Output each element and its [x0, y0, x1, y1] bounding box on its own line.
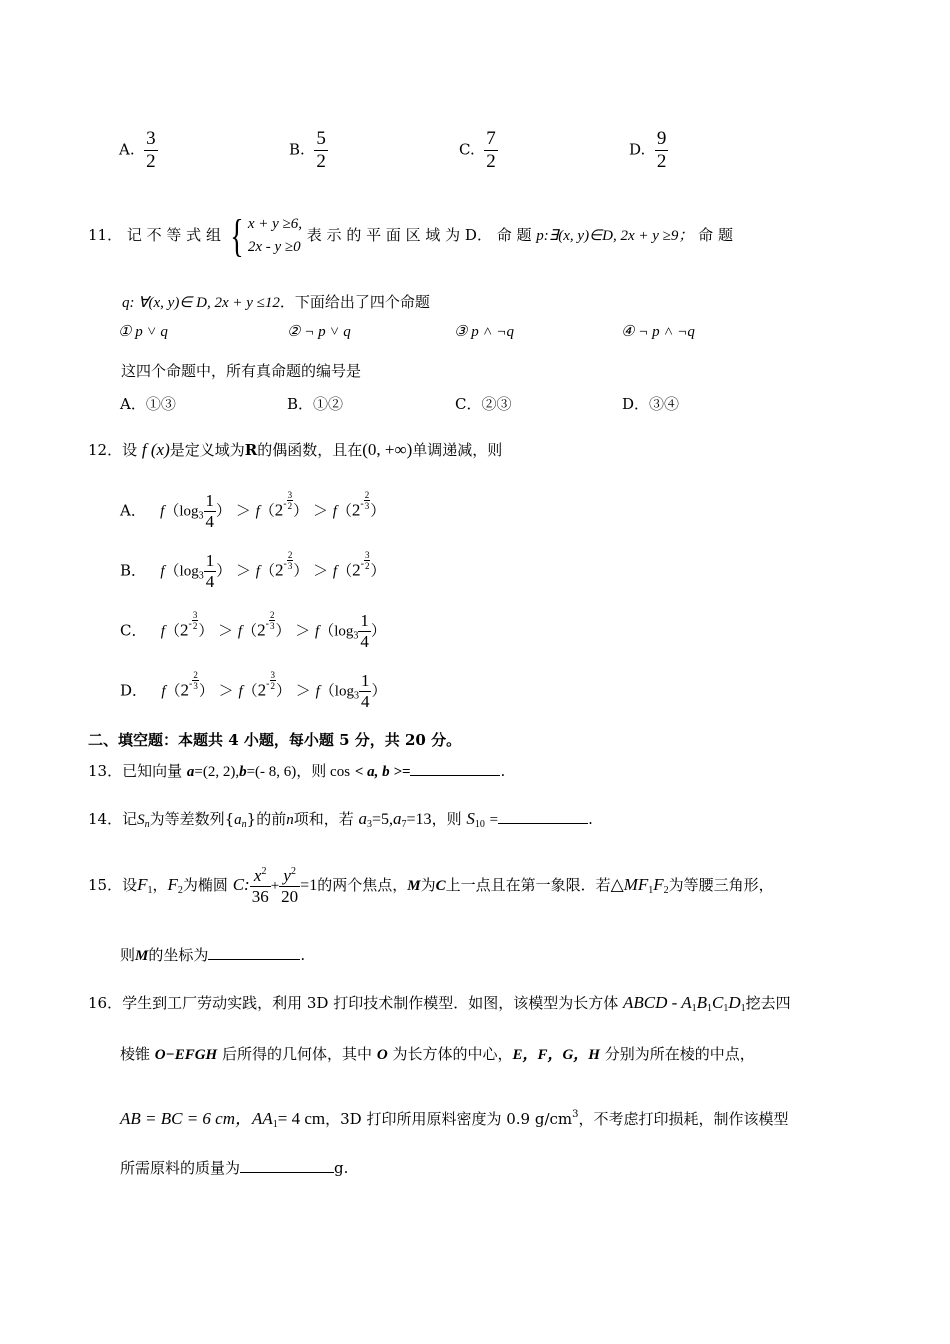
- q11-prop-3: ③ p ˄ ¬q: [454, 324, 514, 340]
- q12-option-b: B． $f(\log_3$ $\frac{1}{4}$ ） ＞ f（2- $\frac{2}{3}$ ） ＞ f（2- $\frac{3}{2}$ ）: [120, 550, 386, 591]
- q11-prop-4: ④ ¬ p ˄ ¬q: [621, 324, 695, 340]
- q12-option-a: A． $f(\log_3$ $\frac{1}{4}$ ） ＞ f（2- $\frac{3}{2}$ ） ＞ f（2- $\frac{2}{3}$ ）: [120, 490, 386, 531]
- q11-line2: q: ∀(x, y)∈ D, 2x + y ≤12．下面给出了四个命题: [122, 293, 430, 311]
- answer-blank: [498, 823, 588, 824]
- q11-line1: 11． 记 不 等 式 组 { x + y ≥6, 2x - y ≥0 表 示 的 平 面 区 域 为 D． 命 题 p:∃(x, y)∈D, 2x + y ≥9； 命 题: [88, 210, 733, 261]
- brace-icon: {: [230, 210, 244, 261]
- q10-option-b: B. $\frac{5}{2}$: [289, 128, 326, 172]
- q13: 13．已知向量 a=(2, 2),b=(- 8, 6)，则 cos < a, b >= .: [88, 762, 506, 780]
- q16-line4: 所需原料的质量为 g.: [120, 1159, 349, 1177]
- q15-line1: 15．设$F_1$，$F_2$为椭圆 C: $\frac{x^2}{36}$ + $\frac{y^2}{20}$ =1的两个焦点，M为C上一点且在第一象限．若$\triangle MF_1F_2$为等腰三角形，: [88, 866, 774, 906]
- q11-choice-c: C．②③: [455, 395, 512, 413]
- q12-stem: 12．设 f (x)是定义域为R的偶函数，且在(0, +∞)单调递减，则: [88, 440, 503, 459]
- q16-line3: AB = BC = 6 cm，$AA_1= 4$ cm，3D 打印所用原料密度为 0.9 $g/cm^3$，不考虑打印损耗，制作该模型: [120, 1109, 789, 1130]
- fraction: $\frac{7}{2}$: [486, 128, 496, 172]
- q12-option-c: C． f（2- $\frac{3}{2}$ ） ＞ f（2- $\frac{2}{3}$ ） ＞ $f(\log_3$ $\frac{1}{4}$ ）: [120, 610, 386, 651]
- q15-line2: 则M的坐标为 .: [120, 946, 306, 964]
- q10-option-d: D. $\frac{9}{2}$: [629, 128, 667, 172]
- q16-line2: 棱锥 O−EFGH 后所得的几何体，其中 O 为长方体的中心，E，F，G，H 分别为所在棱的中点，: [120, 1045, 755, 1063]
- q10-option-a: A. $\frac{3}{2}$: [119, 128, 156, 172]
- fraction: $\frac{5}{2}$: [316, 128, 326, 172]
- q11-choice-b: B．①②: [287, 395, 344, 413]
- q12-option-d: D． f（2- $\frac{2}{3}$ ） ＞ f（2- $\frac{3}{2}$ ） ＞ $f(\log_3$ $\frac{1}{4}$ ）: [120, 670, 387, 711]
- answer-blank: [240, 1172, 334, 1173]
- q11-prop-1: ① p ˅ q: [118, 324, 168, 340]
- answer-blank: [410, 775, 500, 776]
- q14: 14．记$S_n$为等差数列$\{a_n\}$的前n项和，若 $a_3=5,a_7=13$，则 $S_{10}$ = .: [88, 809, 593, 830]
- q11-choice-d: D．③④: [622, 395, 680, 413]
- q11-choice-a: A．①③: [120, 395, 176, 413]
- section-title: 二、填空题：本题共 4 小题，每小题 5 分，共 20 分。: [88, 731, 462, 749]
- fraction: $\frac{9}{2}$: [656, 128, 667, 172]
- q11-prop-2: ② ¬ p ˅ q: [287, 324, 351, 340]
- answer-blank: [208, 959, 300, 960]
- inequality-system: x + y ≥6, 2x - y ≥0: [247, 216, 302, 255]
- q11-ask: 这四个命题中，所有真命题的编号是: [121, 362, 362, 380]
- fraction: $\frac{3}{2}$: [146, 128, 156, 172]
- q10-option-c: C. $\frac{7}{2}$: [459, 128, 496, 172]
- q16-line1: 16．学生到工厂劳动实践，利用 3D 打印技术制作模型．如图，该模型为长方体 ABCD - $A_1B_1C_1D_1$挖去四: [88, 993, 791, 1014]
